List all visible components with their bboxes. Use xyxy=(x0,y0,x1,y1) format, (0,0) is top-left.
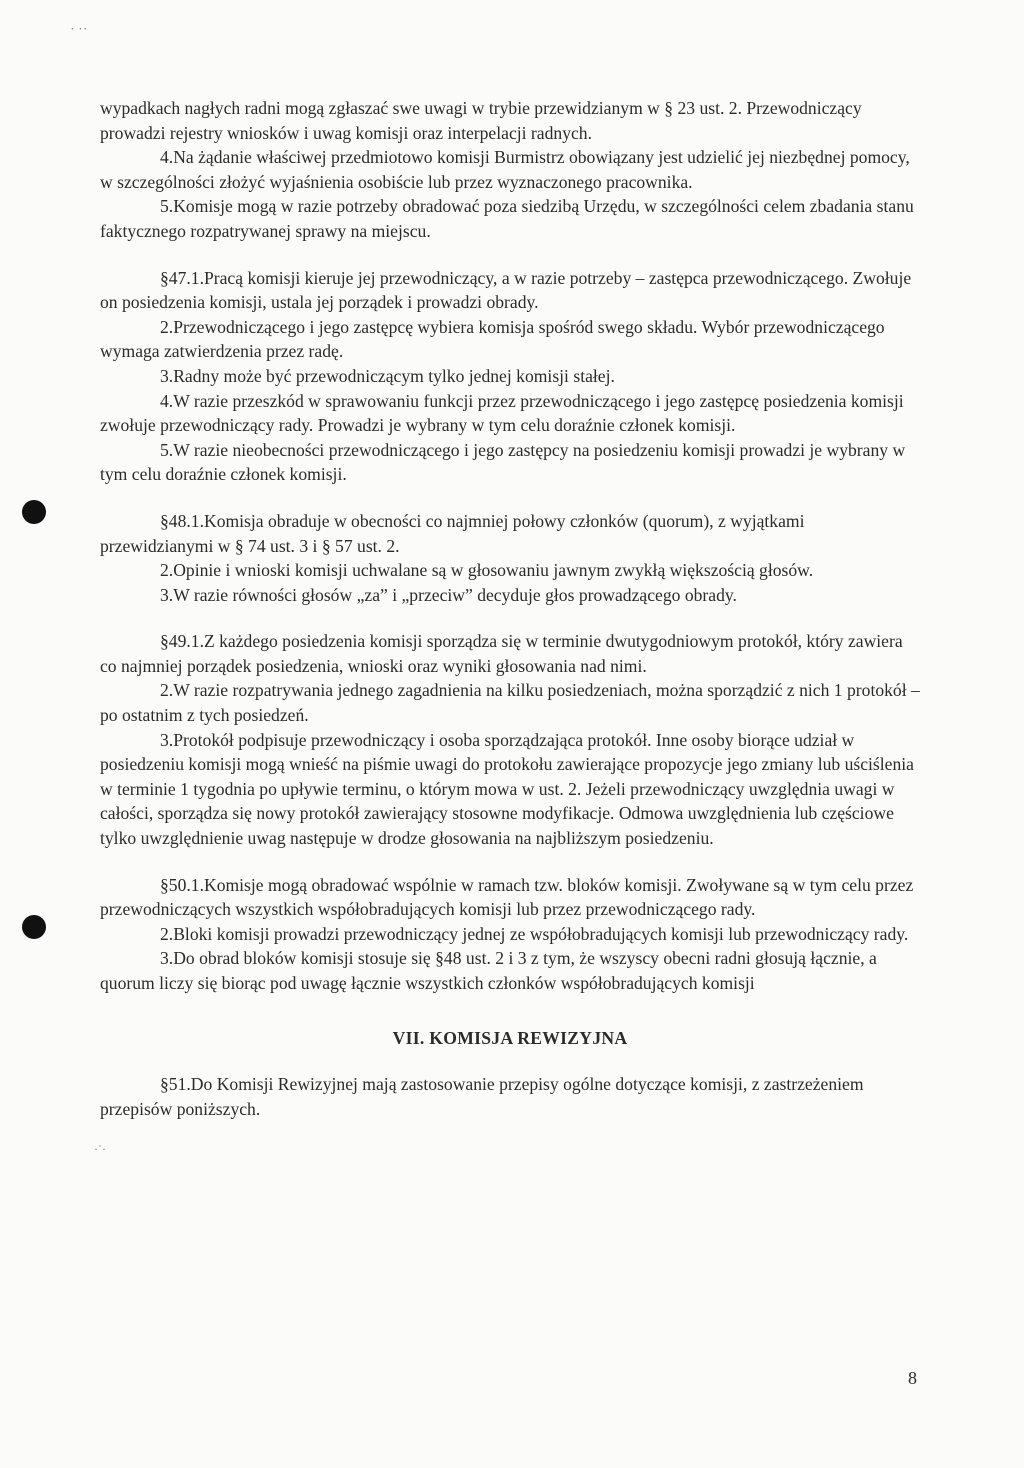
section-51-par-1: §51.Do Komisji Rewizyjnej mają zastosowanie przepisy ogólne dotyczące komisji, z zastrzeżeniem przepisów poniższych. xyxy=(100,1074,864,1119)
paragraph: 4.Na żądanie właściwej przedmiotowo komisji Burmistrz obowiązany jest udzielić jej niezbędnej pomocy, w szczególności złożyć wyjaśnienia osobiście lub przez wyznaczonego pracownika. xyxy=(100,147,910,192)
section-50-par-2: 2.Bloki komisji prowadzi przewodniczący jednej ze współobradujących komisji lub przewodniczący rady. xyxy=(160,923,909,944)
section-49-par-3: 3.Protokół podpisuje przewodniczący i osoba sporządzająca protokół. Inne osoby biorące udział w posiedzeniu komisji mogą wnieść na piśmie uwagi do protokołu zawierające propozycje jego zmiany lub uściślenia w terminie 1 tygodnia po upływie terminu, o którym mowa w ust. 2. Jeżeli przewodniczący uwzględnia uwagi w całości, sporządza się nowy protokół zawierający stosowne modyfikacje. Odmowa uwzględnienia lub częściowe tylko uwzględnienie uwag następuje w drodze głosowania na najbliższym posiedzeniu. xyxy=(100,729,914,849)
scan-mark: ˙ ˙˙ xyxy=(70,26,88,41)
scan-mark: ·˙· xyxy=(94,1142,106,1156)
document-body xyxy=(100,96,920,1121)
section-47-par-1: §47.1.Pracą komisji kieruje jej przewodniczący, a w razie potrzeby – zastępca przewodniczącego. Zwołuje on posiedzenia komisji, ustala jej porządek i prowadzi obrady. xyxy=(100,267,912,313)
paragraph: wypadkach nagłych radni mogą zgłaszać swe uwagi w trybie przewidzianym w § 23 ust. 2. Przewodniczący prowadzi rejestry wniosków i uwag komisji oraz interpelacji radnych. xyxy=(100,98,862,143)
section-48-par-1: §48.1.Komisja obraduje w obecności co najmniej połowy członków (quorum), z wyjątkami przewidzianymi w § 74 ust. 3 i § 57 ust. 2. xyxy=(100,510,805,556)
section-48-par-3: 3.W razie równości głosów „za” i „przeciw” decyduje głos prowadzącego obrady. xyxy=(160,584,737,605)
section-47-par-3: 3.Radny może być przewodniczącym tylko jednej komisji stałej. xyxy=(160,365,615,386)
section-48-par-2: 2.Opinie i wnioski komisji uchwalane są w głosowaniu jawnym zwykłą większością głosów. xyxy=(160,560,814,581)
paragraph: 5.Komisje mogą w razie potrzeby obradować poza siedzibą Urzędu, w szczególności celem zbadania stanu faktycznego rozpatrywanej sprawy na miejscu. xyxy=(100,196,914,241)
section-heading: VII. KOMISJA REWIZYJNA xyxy=(392,1027,628,1048)
section-49-par-1: §49.1.Z każdego posiedzenia komisji sporządza się w terminie dwutygodniowym protokół, który zawiera co najmniej porządek posiedzenia, wnioski oraz wyniki głosowania nad nimi. xyxy=(100,631,903,676)
section-50-par-1: §50.1.Komisje mogą obradować wspólnie w ramach tzw. bloków komisji. Zwoływane są w tym celu przez przewodniczących wszystkich współobradujących komisji lub przez przewodniczącego rady. xyxy=(100,874,914,920)
section-49-par-2: 2.W razie rozpatrywania jednego zagadnienia na kilku posiedzeniach, można sporządzić z nich 1 protokół – po ostatnim z tych posiedzeń. xyxy=(100,680,920,726)
section-47-par-4: 4.W razie przeszkód w sprawowaniu funkcji przez przewodniczącego i jego zastępcę posiedzenia komisji zwołuje przewodniczący rady. Prowadzi je wybrany w tym celu doraźnie członek komisji. xyxy=(100,390,904,436)
punch-hole xyxy=(22,500,46,524)
section-50-par-3: 3.Do obrad bloków komisji stosuje się §48 ust. 2 i 3 z tym, że wszyscy obecni radni głosują łącznie, a quorum liczy się biorąc pod uwagę łącznie wszystkich członków współobradujących komisji xyxy=(100,948,877,993)
page-number: 8 xyxy=(908,1368,917,1388)
section-47-par-2: 2.Przewodniczącego i jego zastępcę wybiera komisja spośród swego składu. Wybór przewodniczącego wymaga zatwierdzenia przez radę. xyxy=(100,316,885,362)
section-47-par-5: 5.W razie nieobecności przewodniczącego i jego zastępcy na posiedzeniu komisji prowadzi je wybrany w tym celu doraźnie członek komisji. xyxy=(100,439,906,485)
punch-hole xyxy=(22,915,46,939)
